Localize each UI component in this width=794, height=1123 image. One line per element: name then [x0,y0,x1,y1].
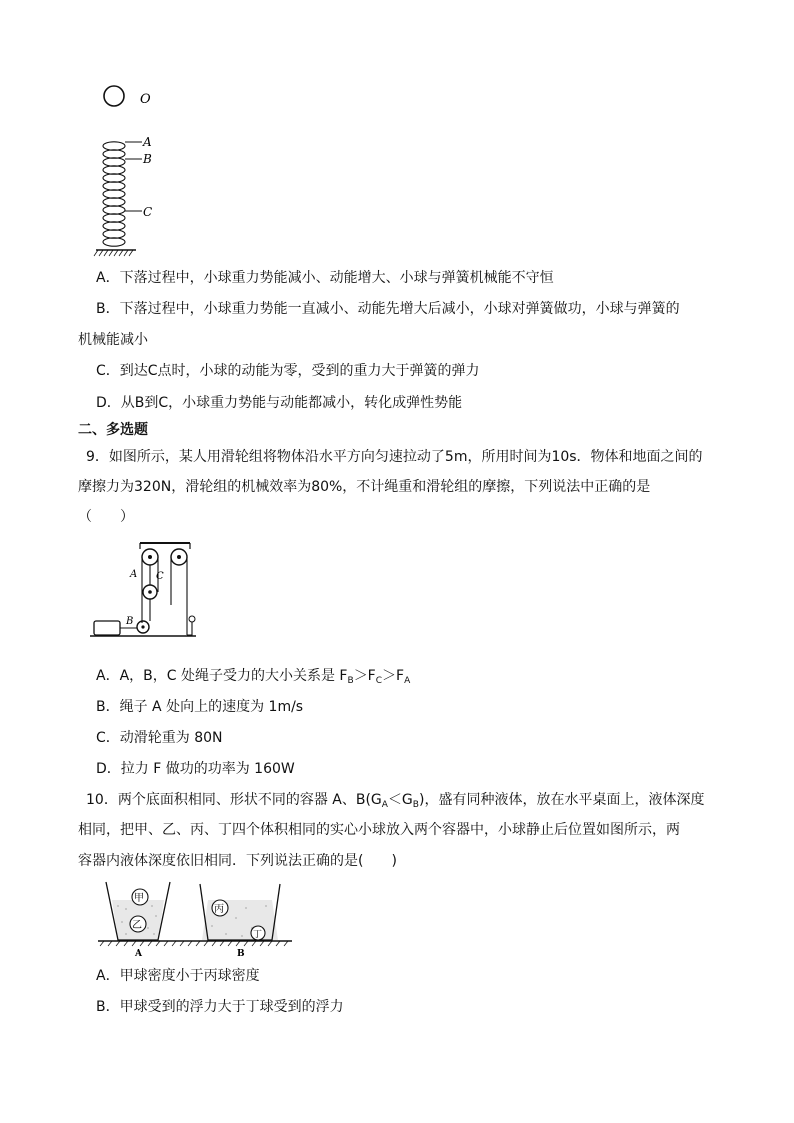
q9-stem-line1: 9．如图所示，某人用滑轮组将物体沿水平方向匀速拉动了5m，所用时间为10s．物体和地面之间的 [86,449,703,465]
label-container-b: B [237,949,245,958]
label-b: B [143,152,152,166]
label-a: A [143,135,152,149]
q8-option-b-line1: B．下落过程中，小球重力势能一直减小、动能先增大后减小，小球对弹簧做功，小球与弹簧的 [96,301,680,317]
label-rope-c: C [156,571,164,582]
svg-text:乙: 乙 [132,920,142,931]
svg-text:丁: 丁 [253,930,263,940]
q10-stem-line3: 容器内液体深度依旧相同．下列说法正确的是( ) [78,853,397,869]
q9-stem-line2: 摩擦力为320N，滑轮组的机械效率为80%，不计绳重和滑轮组的摩擦，下列说法中正确的是 [78,479,651,495]
q8-option-c: C．到达C点时，小球的动能为零，受到的重力大于弹簧的弹力 [96,363,480,379]
q9-option-a: A．A，B，C 处绳子受力的大小关系是 $F_B>F_C>F_A$ [96,668,411,686]
q10-stem-line1: 10．两个底面积相同、形状不同的容器 A、$B(G_A<G_B)$，盛有同种液体，放在水平桌面上，液体深度 [86,792,705,810]
label-container-a: A [135,949,142,958]
q10-option-b: B．甲球受到的浮力大于丁球受到的浮力 [96,999,344,1015]
label-rope-b: B [126,616,134,627]
label-o: O [140,92,151,107]
pulley-system-figure [88,535,208,645]
q9-option-b: B．绳子 A 处向上的速度为 1m/s [96,699,304,715]
q9-option-c: C．动滑轮重为 80N [96,730,223,746]
ground-hatch [94,250,133,256]
q10-option-a: A．甲球密度小于丙球密度 [96,968,260,984]
containers-figure [96,876,296,958]
q8-option-a: A．下落过程中，小球重力势能减小、动能增大、小球与弹簧机械能不守恒 [96,270,554,286]
label-rope-a: A [130,569,138,580]
block [94,621,120,635]
svg-text:甲: 甲 [134,893,144,904]
q9-option-d: D．拉力 F 做功的功率为 160W [96,761,295,777]
svg-text:丙: 丙 [214,904,224,915]
spring-ball-figure [90,80,180,260]
label-c: C [143,205,153,219]
q8-option-d: D．从B到C，小球重力势能与动能都减小，转化成弹性势能 [96,395,463,411]
spring-coils [103,142,125,246]
q9-stem-line3: （ ） [78,509,134,525]
q8-option-b-line2: 机械能减小 [78,332,148,348]
section-heading: 二、多选题 [78,422,148,438]
ball [104,86,124,106]
q10-stem-line2: 相同，把甲、乙、丙、丁四个体积相同的实心小球放入两个容器中，小球静止后位置如图所示，两 [78,822,680,838]
